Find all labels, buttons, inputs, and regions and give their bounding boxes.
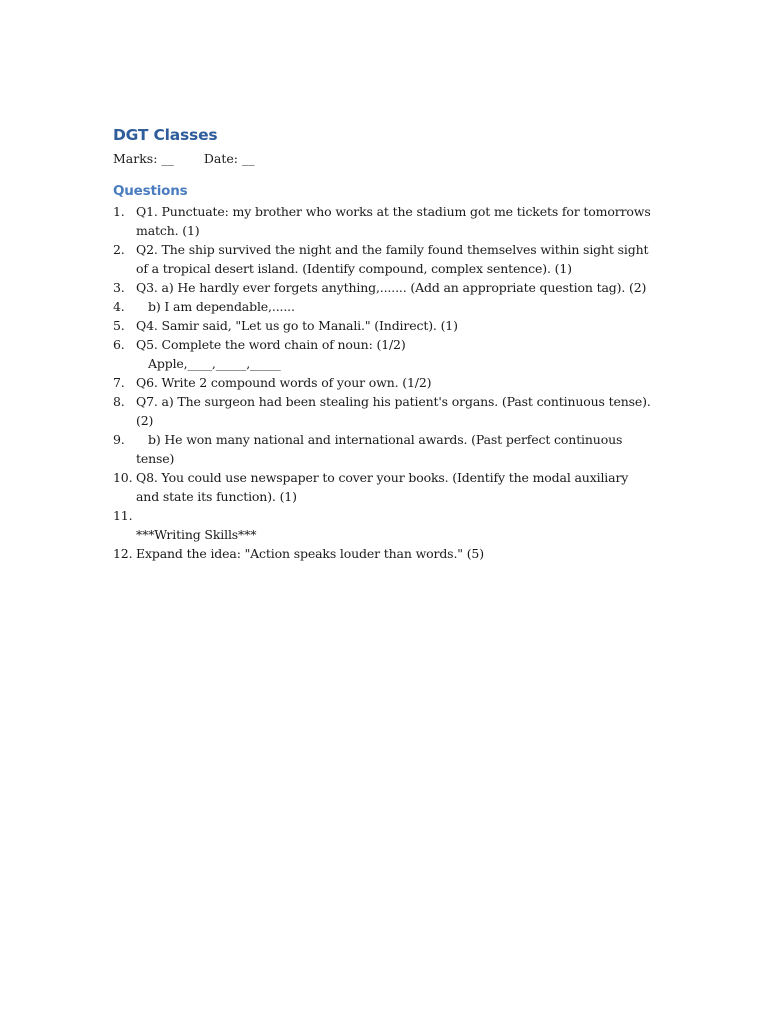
item-number: 11. xyxy=(113,508,133,523)
item-number: 3. xyxy=(113,280,125,295)
item-text: Q5. Complete the word chain of noun: (1/2) xyxy=(136,337,406,352)
item-number: 7. xyxy=(113,375,125,390)
marks-label: Marks: __ xyxy=(113,151,174,166)
list-item xyxy=(113,506,653,544)
questions-list xyxy=(113,202,653,563)
item-number: 9. xyxy=(113,432,125,447)
item-text: b) He won many national and international awards. (Past perfect continuous tense) xyxy=(136,432,623,466)
item-text: Q1. Punctuate: my brother who works at the stadium got me tickets for tomorrows match. (1) xyxy=(136,204,651,238)
item-number: 5. xyxy=(113,318,125,333)
item-number: 4. xyxy=(113,299,125,314)
item-text: Q6. Write 2 compound words of your own. (1/2) xyxy=(136,375,432,390)
item-number: 2. xyxy=(113,242,125,257)
list-item xyxy=(113,335,653,373)
item-number: 6. xyxy=(113,337,125,352)
item-text: Expand the idea: "Action speaks louder than words." (5) xyxy=(136,546,484,561)
item-text: Q4. Samir said, "Let us go to Manali." (Indirect). (1) xyxy=(136,318,458,333)
word-chain-blanks: Apple,____,_____,_____ xyxy=(148,356,281,371)
list-item xyxy=(113,278,653,297)
item-text xyxy=(136,508,140,523)
item-number: 1. xyxy=(113,204,125,219)
item-text: Q2. The ship survived the night and the family found themselves within sight sight of a tropical desert island. (Identify compound, complex sentence). (1) xyxy=(136,242,649,276)
item-text: b) I am dependable,...... xyxy=(148,299,295,314)
list-item xyxy=(113,240,653,278)
date-label: Date: __ xyxy=(203,151,255,166)
item-number: 12. xyxy=(113,546,133,561)
list-item xyxy=(113,544,653,563)
document-title: DGT Classes xyxy=(113,126,218,144)
list-item xyxy=(113,316,653,335)
list-item xyxy=(113,297,653,316)
item-text: Q3. a) He hardly ever forgets anything,....... (Add an appropriate question tag). (2) xyxy=(136,280,647,295)
list-item xyxy=(113,392,653,430)
list-item xyxy=(113,373,653,392)
item-text: Q8. You could use newspaper to cover your books. (Identify the modal auxiliary and state its function). (1) xyxy=(136,470,629,504)
marks-date-line xyxy=(113,149,653,168)
item-number: 8. xyxy=(113,394,125,409)
list-item xyxy=(113,202,653,240)
item-number: 10. xyxy=(113,470,133,485)
list-item xyxy=(113,430,653,468)
section-label-writing-skills: ***Writing Skills*** xyxy=(136,527,257,542)
list-item xyxy=(113,468,653,506)
item-text: Q7. a) The surgeon had been stealing his patient's organs. (Past continuous tense). (2) xyxy=(136,394,651,428)
questions-heading: Questions xyxy=(113,183,188,199)
document-content xyxy=(113,124,653,563)
